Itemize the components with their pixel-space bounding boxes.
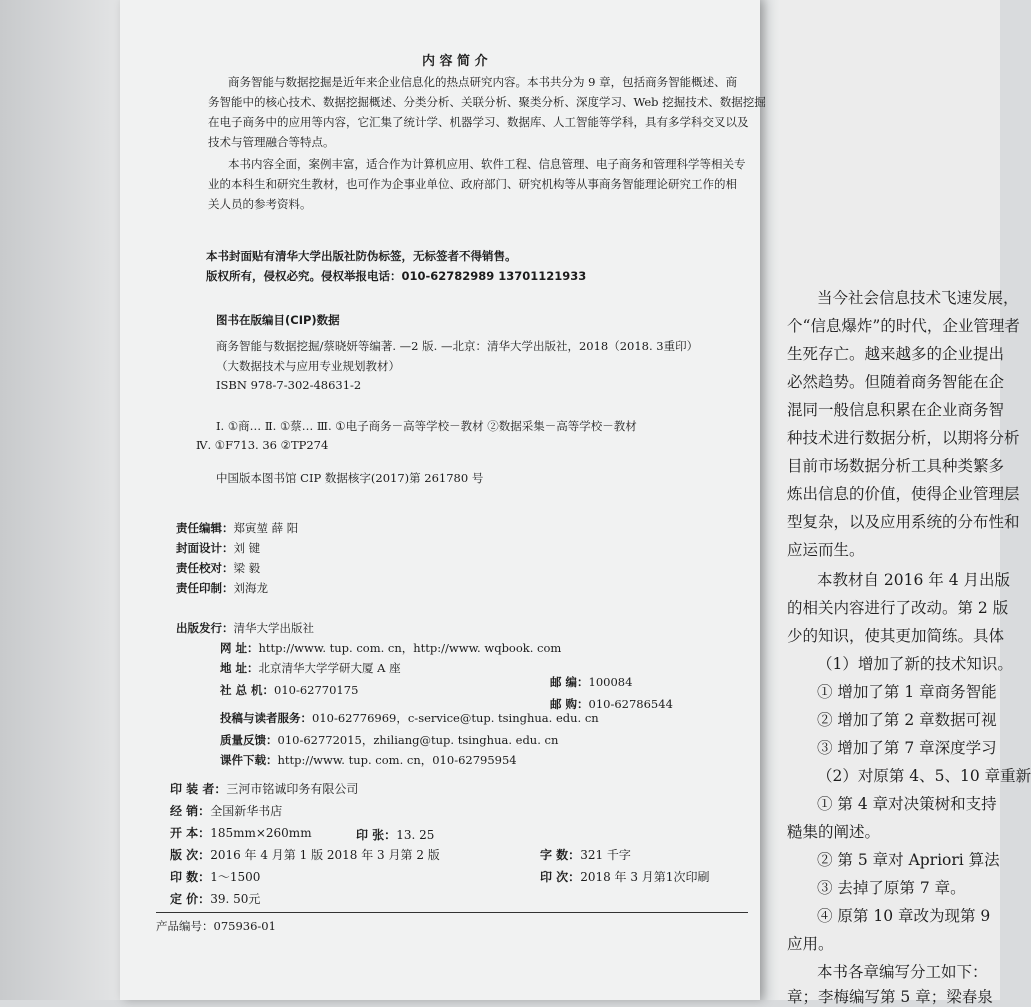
right-text-line: 目前市场数据分析工具种类繁多 (787, 457, 1005, 475)
switchboard-value: 010-62770175 (274, 683, 359, 697)
right-text-line: 当今社会信息技术飞速发展， (817, 289, 1019, 307)
staff-value: 郑寅堃 薛 阳 (233, 521, 299, 535)
right-text-line: 应运而生。 (787, 541, 865, 559)
service-value: 010-62776969，c-service@tup. tsinghua. edu. cn (312, 711, 599, 725)
format-value: 185mm×260mm (210, 826, 312, 840)
summary-line: 关人员的参考资料。 (208, 197, 312, 211)
print-count-row (170, 868, 260, 885)
format-row (170, 824, 312, 841)
price-row (170, 890, 260, 907)
right-text-line: 本书各章编写分工如下： (817, 963, 988, 981)
sheets-row (356, 826, 434, 843)
summary-line: 在电子商务中的应用等内容，它汇集了统计学、机器学习、数据库、人工智能等学科，具有多学科交叉以及 (208, 115, 749, 129)
zip-label: 邮 编： (550, 675, 589, 689)
distributor-value: 全国新华书店 (210, 804, 283, 818)
right-text-line: 少的知识，使其更加简练。具体 (787, 627, 1005, 645)
summary-line: 本书内容全面，案例丰富，适合作为计算机应用、软件工程、信息管理、电子商务和管理科学等相关专 (228, 157, 746, 171)
impression-row (540, 868, 709, 885)
publisher-address-row (220, 660, 401, 676)
summary-line: 商务智能与数据挖掘是近年来企业信息化的热点研究内容。本书共分为 9 章，包括商务智能概述、商 (228, 75, 738, 89)
cip-class: Ⅰ. ①商… Ⅱ. ①蔡… Ⅲ. ①电子商务－高等学校－教材 ②数据采集－高等学校－教材 (216, 419, 637, 433)
address-label: 地 址： (220, 661, 259, 675)
publisher-web-row (220, 640, 561, 656)
edition-value: 2016 年 4 月第 1 版 2018 年 3 月第 2 版 (210, 848, 440, 862)
wordcount-row (540, 846, 631, 863)
service-label: 投稿与读者服务： (220, 711, 312, 725)
switchboard-label: 社 总 机： (220, 683, 275, 697)
notice-line: 本书封面贴有清华大学出版社防伪标签，无标签者不得销售。 (206, 249, 517, 263)
right-page (772, 0, 1031, 1006)
cip-core-number: 中国版本图书馆 CIP 数据核字(2017)第 261780 号 (216, 471, 484, 485)
wordcount-label: 字 数： (540, 848, 581, 862)
printer-row (170, 780, 358, 797)
right-text-line: ① 增加了第 1 章商务智能 (817, 683, 997, 701)
price-label: 定 价： (170, 892, 211, 906)
edition-row (170, 846, 440, 863)
staff-label: 封面设计： (176, 541, 234, 555)
wordcount-value: 321 千字 (580, 848, 631, 862)
impression-label: 印 次： (540, 870, 581, 884)
right-text-line: ② 第 5 章对 Apriori 算法 (817, 851, 1000, 869)
staff-value: 刘海龙 (233, 581, 268, 595)
right-text-line: （1）增加了新的技术知识。 (817, 655, 1013, 673)
publisher-name: 清华大学出版社 (233, 621, 314, 635)
staff-row (176, 540, 260, 556)
quality-label: 质量反馈： (220, 733, 278, 747)
mailorder-label: 邮 购： (550, 697, 589, 711)
right-text-line: 本教材自 2016 年 4 月出版 (817, 571, 1011, 589)
download-value: http://www. tup. com. cn，010-62795954 (277, 753, 517, 767)
web-label: 网 址： (220, 641, 259, 655)
format-label: 开 本： (170, 826, 211, 840)
right-text-line: ③ 去掉了原第 7 章。 (817, 879, 966, 897)
right-text-line: 必然趋势。但随着商务智能在企 (787, 373, 1005, 391)
sheets-value: 13. 25 (396, 828, 435, 842)
summary-title: 内 容 简 介 (422, 54, 488, 69)
cip-isbn: ISBN 978-7-302-48631-2 (216, 378, 362, 392)
staff-label: 责任校对： (176, 561, 234, 575)
publisher-switchboard-row (220, 682, 358, 698)
cip-class: Ⅳ. ①F713. 36 ②TP274 (196, 438, 329, 452)
price-value: 39. 50元 (210, 892, 261, 906)
staff-row (176, 560, 260, 576)
sheets-label: 印 张： (356, 828, 397, 842)
mailorder-value: 010-62786544 (588, 697, 673, 711)
publisher-row (176, 620, 314, 636)
summary-line: 业的本科生和研究生教材，也可作为企事业单位、政府部门、研究机构等从事商务智能理论研究工作的相 (208, 177, 737, 191)
right-text-line: ④ 原第 10 章改为现第 9 (817, 907, 991, 925)
distributor-label: 经 销： (170, 804, 211, 818)
right-text-line: 型复杂，以及应用系统的分布性和 (787, 513, 1020, 531)
download-label: 课件下载： (220, 753, 278, 767)
right-text-line: ② 增加了第 2 章数据可视 (817, 711, 997, 729)
divider-line (156, 912, 748, 913)
address-value: 北京清华大学学研大厦 A 座 (258, 661, 401, 675)
right-text-line: 章；李梅编写第 5 章；梁春泉 (787, 988, 993, 1006)
printer-label: 印 装 者： (170, 782, 227, 796)
copyright-page (120, 0, 766, 1000)
staff-row (176, 580, 268, 596)
web-value: http://www. tup. com. cn，http://www. wqbook. com (258, 641, 562, 655)
publisher-quality-row (220, 732, 558, 748)
right-text-line: 种技术进行数据分析，以期将分析 (787, 429, 1020, 447)
right-text-line: 糙集的阐述。 (787, 823, 881, 841)
zip-value: 100084 (588, 675, 633, 689)
summary-line: 务智能中的核心技术、数据挖掘概述、分类分析、关联分析、聚类分析、深度学习、Web 挖掘技术、数据挖掘 (208, 95, 766, 109)
staff-label: 责任印制： (176, 581, 234, 595)
staff-value: 刘 键 (233, 541, 261, 555)
quality-value: 010-62772015，zhiliang@tup. tsinghua. edu. cn (277, 733, 559, 747)
staff-row (176, 520, 298, 536)
staff-value: 梁 毅 (233, 561, 261, 575)
cip-heading: 图书在版编目(CIP)数据 (216, 313, 340, 327)
right-text-line: ③ 增加了第 7 章深度学习 (817, 739, 997, 757)
publisher-zip-row (550, 674, 632, 690)
right-text-line: ① 第 4 章对决策树和支持 (817, 795, 997, 813)
right-text-line: 的相关内容进行了改动。第 2 版 (787, 599, 1009, 617)
cip-line: 商务智能与数据挖掘/蔡晓妍等编著. —2 版. —北京：清华大学出版社，2018（2018. 3重印） (216, 339, 699, 353)
cip-line: （大数据技术与应用专业规划教材） (216, 359, 400, 373)
notice-line: 版权所有，侵权必究。侵权举报电话：010-62782989 13701121933 (206, 269, 587, 283)
publisher-service-row (220, 710, 599, 726)
right-text-line: 混同一般信息积累在企业商务智 (787, 401, 1005, 419)
right-text-line: 应用。 (787, 935, 834, 953)
staff-label: 责任编辑： (176, 521, 234, 535)
right-text-line: 个“信息爆炸”的时代，企业管理者 (787, 317, 1020, 335)
print-count-value: 1～1500 (210, 870, 261, 884)
publisher-download-row (220, 752, 517, 768)
summary-line: 技术与管理融合等特点。 (208, 135, 335, 149)
publisher-label: 出版发行： (176, 621, 234, 635)
product-code: 产品编号：075936-01 (156, 919, 276, 933)
printer-value: 三河市铭诚印务有限公司 (226, 782, 359, 796)
print-count-label: 印 数： (170, 870, 211, 884)
right-text-line: 生死存亡。越来越多的企业提出 (787, 345, 1005, 363)
right-text-line: （2）对原第 4、5、10 章重新 (817, 767, 1031, 785)
edition-label: 版 次： (170, 848, 211, 862)
right-text-line: 炼出信息的价值，使得企业管理层 (787, 485, 1020, 503)
distributor-row (170, 802, 282, 819)
impression-value: 2018 年 3 月第1次印刷 (580, 870, 710, 884)
background-surface (0, 0, 120, 1000)
